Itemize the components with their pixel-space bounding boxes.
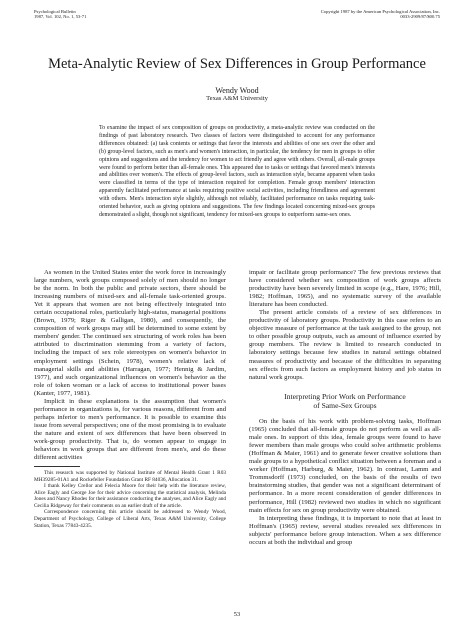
author-affiliation: Texas A&M University xyxy=(206,95,268,102)
section-heading-line: of Same-Sex Groups xyxy=(313,400,377,410)
footnotes xyxy=(34,470,226,529)
footnote-divider xyxy=(34,466,80,467)
section-heading-line: Interpreting Prior Work on Performance xyxy=(284,391,406,401)
body-paragraph: Implicit in these explanations is the assumption that women's performance in organizations is, for various reasons, different from and perhaps inferior to men's performance. It is possible to examine this issue from several perspectives; one of the most promising is to evaluate the nature and extent of sex differences that have been observed in work-group productivity. That is, do women appear to engage in behaviors in work groups that are different from men's, and do these different activities xyxy=(34,397,226,462)
left-column xyxy=(34,269,226,529)
journal-name: Psychological Bulletin xyxy=(34,9,76,14)
body-paragraph: impair or facilitate group performance? The few previous reviews that have considered whether sex composition of work groups affects productivity have been severely limited in scope (e.g., Hare, 1976; Hill, 1982; Hoffman, 1965), and no systematic survey of the available literature has been conducted. xyxy=(249,269,441,309)
body-paragraph: In interpreting these findings, it is important to note that at least in Hoffman's (1965) review, several studies revealed sex differences in subjects' performance before group interaction. When a sex difference occurs at both the individual and group xyxy=(249,514,441,546)
body-paragraph: On the basis of his work with problem-solving tasks, Hoffman (1965) concluded that all-female groups do not perform as well as all-male ones. In support of this idea, female groups were found to have fewer members than male groups who could solve arithmetic problems (Hoffman & Maier, 1961) and to generate fewer creative solutions than male groups to a hypothetical conflict situation between a foreman and a worker (Hoffman, Harburg, & Maier, 1962). In contrast, Lamm and Trommsdorff (1973) concluded, on the basis of the results of two brainstorming studies, that gender was not a significant determinant of performance. In a more recent consideration of gender differences in performance, Hill (1982) reviewed two studies in which no significant main effects for sex on group productivity were obtained. xyxy=(249,418,441,514)
footnote-acknowledgments: I thank Kelley Crellor and Felecia Moore for their help with the literature review, Alice Eagly and George Joe for their advice concerning the statistical analysis, Melinda Jones and Nancy Rhodes for their assistance conducting the analyses, and Alice Eagly and Cecilia Ridgeway for their comments on an earlier draft of the article. xyxy=(34,483,226,509)
author-name: Wendy Wood xyxy=(215,86,259,95)
article-title: Meta-Analytic Review of Sex Differences in Group Performance xyxy=(48,56,426,72)
abstract: To examine the impact of sex composition of groups on productivity, a meta-analytic review was conducted on the findings of past laboratory research. Two classes of factors were distinguished to account for any performance differences obtained: (a) task contents or settings that favor the interests and abilities of one sex over the other and (b) group-level factors, such as men's and women's interaction, in particular, the tendency for men in groups to offer opinions and suggestions and the tendency for women to act friendly and agree with others. Overall, all-male groups were found to perform better than all-female ones. This appeared due to tasks or settings that favored men's interests and abilities over women's. The effects of group-level factors, such as interaction style, became apparent when tasks were classified in terms of the type of interaction required for completion. Female group members' interaction apparently facilitated performance at tasks requiring positive social activities, including friendliness and agreement with others. Men's interaction style slightly, although not reliably, facilitated performance on tasks requiring task-oriented behavior, such as giving opinions and suggestions. The few findings located concerning mixed-sex groups demonstrated a slight, though not significant, tendency for mixed-sex groups to outperform same-sex ones. xyxy=(99,125,375,218)
page-number: 53 xyxy=(233,611,241,618)
issn-line: 0033-2909/87/$00.75 xyxy=(400,14,440,20)
section-heading xyxy=(249,392,441,410)
author-block xyxy=(0,86,474,103)
footnote-correspondence: Correspondence concerning this article should be addressed to Wendy Wood, Department of Psychology, College of Liberal Arts, Texas A&M University, College Station, Texas 77843-4235. xyxy=(34,509,226,529)
copyright-line: Copyright 1987 by the American Psychological Association, Inc. xyxy=(320,9,440,14)
journal-volume: 1987, Vol. 102, No. 1, 53-71 xyxy=(34,14,87,20)
journal-citation xyxy=(34,9,184,20)
body-paragraph: As women in the United States enter the work force in increasingly large numbers, work groups composed solely of men should no longer be the norm. In both the public and private sectors, there should be increasing numbers of mixed-sex and all-female task-oriented groups. Yet it appears that women are not being effectively integrated into certain occupational roles, particularly high-status, managerial positions (Brown, 1979; Riger & Galligan, 1980), and consequently, the composition of work groups may still be determined to some extent by members' gender. The continued sex structuring of work roles has been attributed to discrimination stemming from a variety of factors, including the impact of sex role stereotypes on women's behavior in employment settings (Schein, 1978), women's relative lack of managerial skills and abilities (Harragan, 1977; Hennig & Jardim, 1977), and such organizational influences on women's behavior as the role of token woman or a lack of access to institutional power bases (Kanter, 1977, 1981). xyxy=(34,269,226,397)
body-paragraph: The present article consists of a review of sex differences in productivity of laboratory groups. Productivity in this case refers to an objective measure of performance at the task assigned to the group, not to other possible group outputs, such as amount of influence exerted by group members. The review is limited to research conducted in laboratory settings because few studies in natural settings obtained measures of productivity and because of the difficulties in separating sex effects from such factors as employment history and job status in natural work groups. xyxy=(249,309,441,381)
right-column xyxy=(249,269,441,547)
footnote-funding: This research was supported by National Institute of Mental Health Grant 1 R03 MH39285-01A1 and Rockefeller Foundation Grant RF 84036, Allocation 31. xyxy=(34,470,226,483)
copyright-notice xyxy=(220,9,440,20)
